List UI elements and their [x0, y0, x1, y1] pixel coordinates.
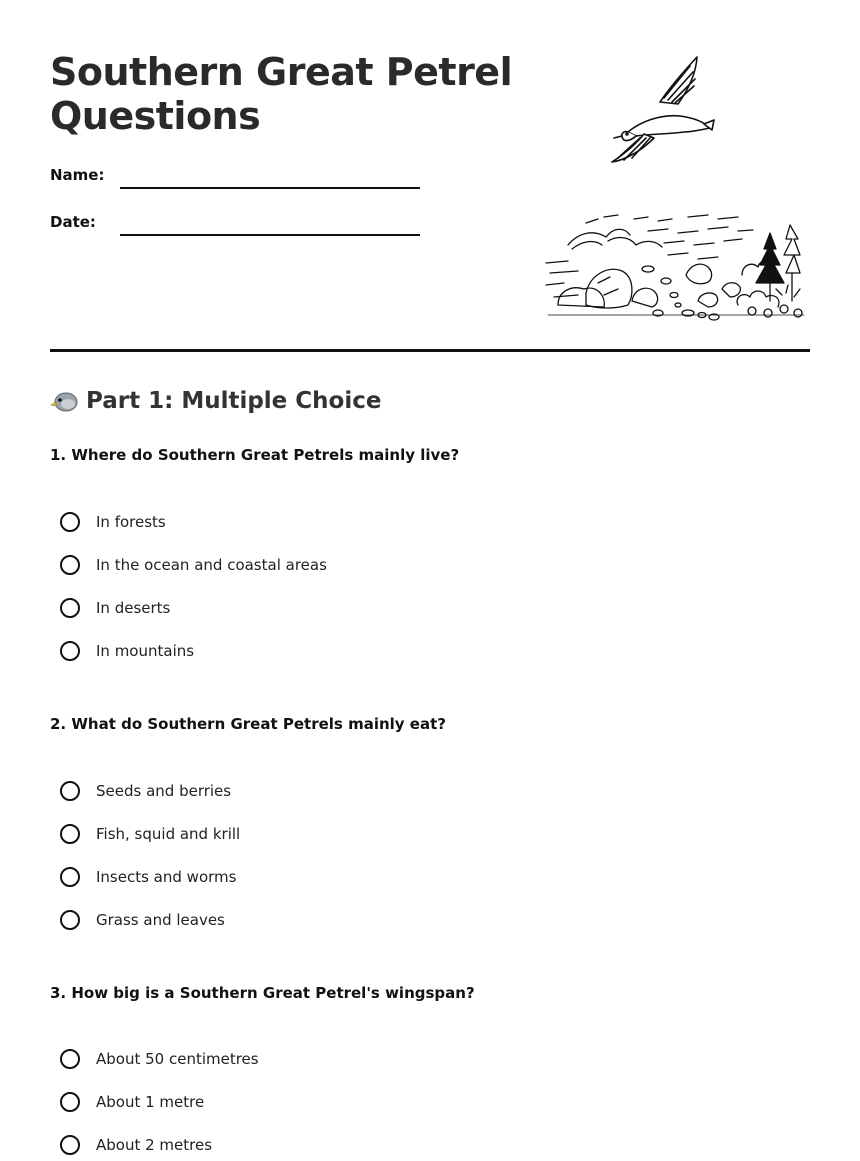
question-2: 2. What do Southern Great Petrels mainly eat? — [50, 715, 446, 733]
option-label: Grass and leaves — [96, 911, 225, 929]
date-label: Date: — [50, 213, 96, 231]
q1-option-3[interactable] — [60, 596, 170, 620]
date-field[interactable] — [120, 234, 420, 236]
q2-option-4[interactable] — [60, 908, 225, 932]
option-label: About 1 metre — [96, 1093, 205, 1111]
part1-title: Part 1: Multiple Choice — [86, 388, 382, 414]
q1-option-1[interactable] — [60, 510, 166, 534]
q2-option-3[interactable] — [60, 865, 236, 889]
flying-petrel-icon — [600, 52, 720, 167]
option-label: About 50 centimetres — [96, 1050, 259, 1068]
part1-heading — [50, 388, 381, 414]
radio-button[interactable] — [60, 1049, 80, 1069]
option-label: In forests — [96, 513, 166, 531]
option-label: In the ocean and coastal areas — [96, 556, 327, 574]
option-label: Insects and worms — [96, 868, 237, 886]
name-label: Name: — [50, 166, 105, 184]
option-label: Seeds and berries — [96, 782, 232, 800]
radio-button[interactable] — [60, 1092, 80, 1112]
option-label: In deserts — [96, 599, 171, 617]
q1-option-2[interactable] — [60, 553, 327, 577]
coastal-scene-icon — [538, 205, 813, 325]
radio-button[interactable] — [60, 824, 80, 844]
page-title-line-1: Southern Great Petrel — [50, 50, 513, 94]
q2-option-1[interactable] — [60, 779, 231, 803]
page-title — [50, 50, 512, 138]
option-label: Fish, squid and krill — [96, 825, 241, 843]
q1-option-4[interactable] — [60, 639, 194, 663]
radio-button[interactable] — [60, 512, 80, 532]
radio-button[interactable] — [60, 910, 80, 930]
page-title-line-2: Questions — [50, 94, 261, 138]
radio-button[interactable] — [60, 641, 80, 661]
petrel-head-icon — [50, 389, 80, 413]
option-label: About 2 metres — [96, 1136, 213, 1154]
question-1: 1. Where do Southern Great Petrels mainly live? — [50, 446, 460, 464]
section-divider — [50, 349, 810, 352]
radio-button[interactable] — [60, 555, 80, 575]
name-field[interactable] — [120, 187, 420, 189]
q2-option-2[interactable] — [60, 822, 240, 846]
q3-option-3[interactable] — [60, 1133, 212, 1157]
radio-button[interactable] — [60, 781, 80, 801]
radio-button[interactable] — [60, 867, 80, 887]
radio-button[interactable] — [60, 1135, 80, 1155]
radio-button[interactable] — [60, 598, 80, 618]
q3-option-1[interactable] — [60, 1047, 259, 1071]
option-label: In mountains — [96, 642, 195, 660]
q3-option-2[interactable] — [60, 1090, 204, 1114]
question-3: 3. How big is a Southern Great Petrel's wingspan? — [50, 984, 475, 1002]
